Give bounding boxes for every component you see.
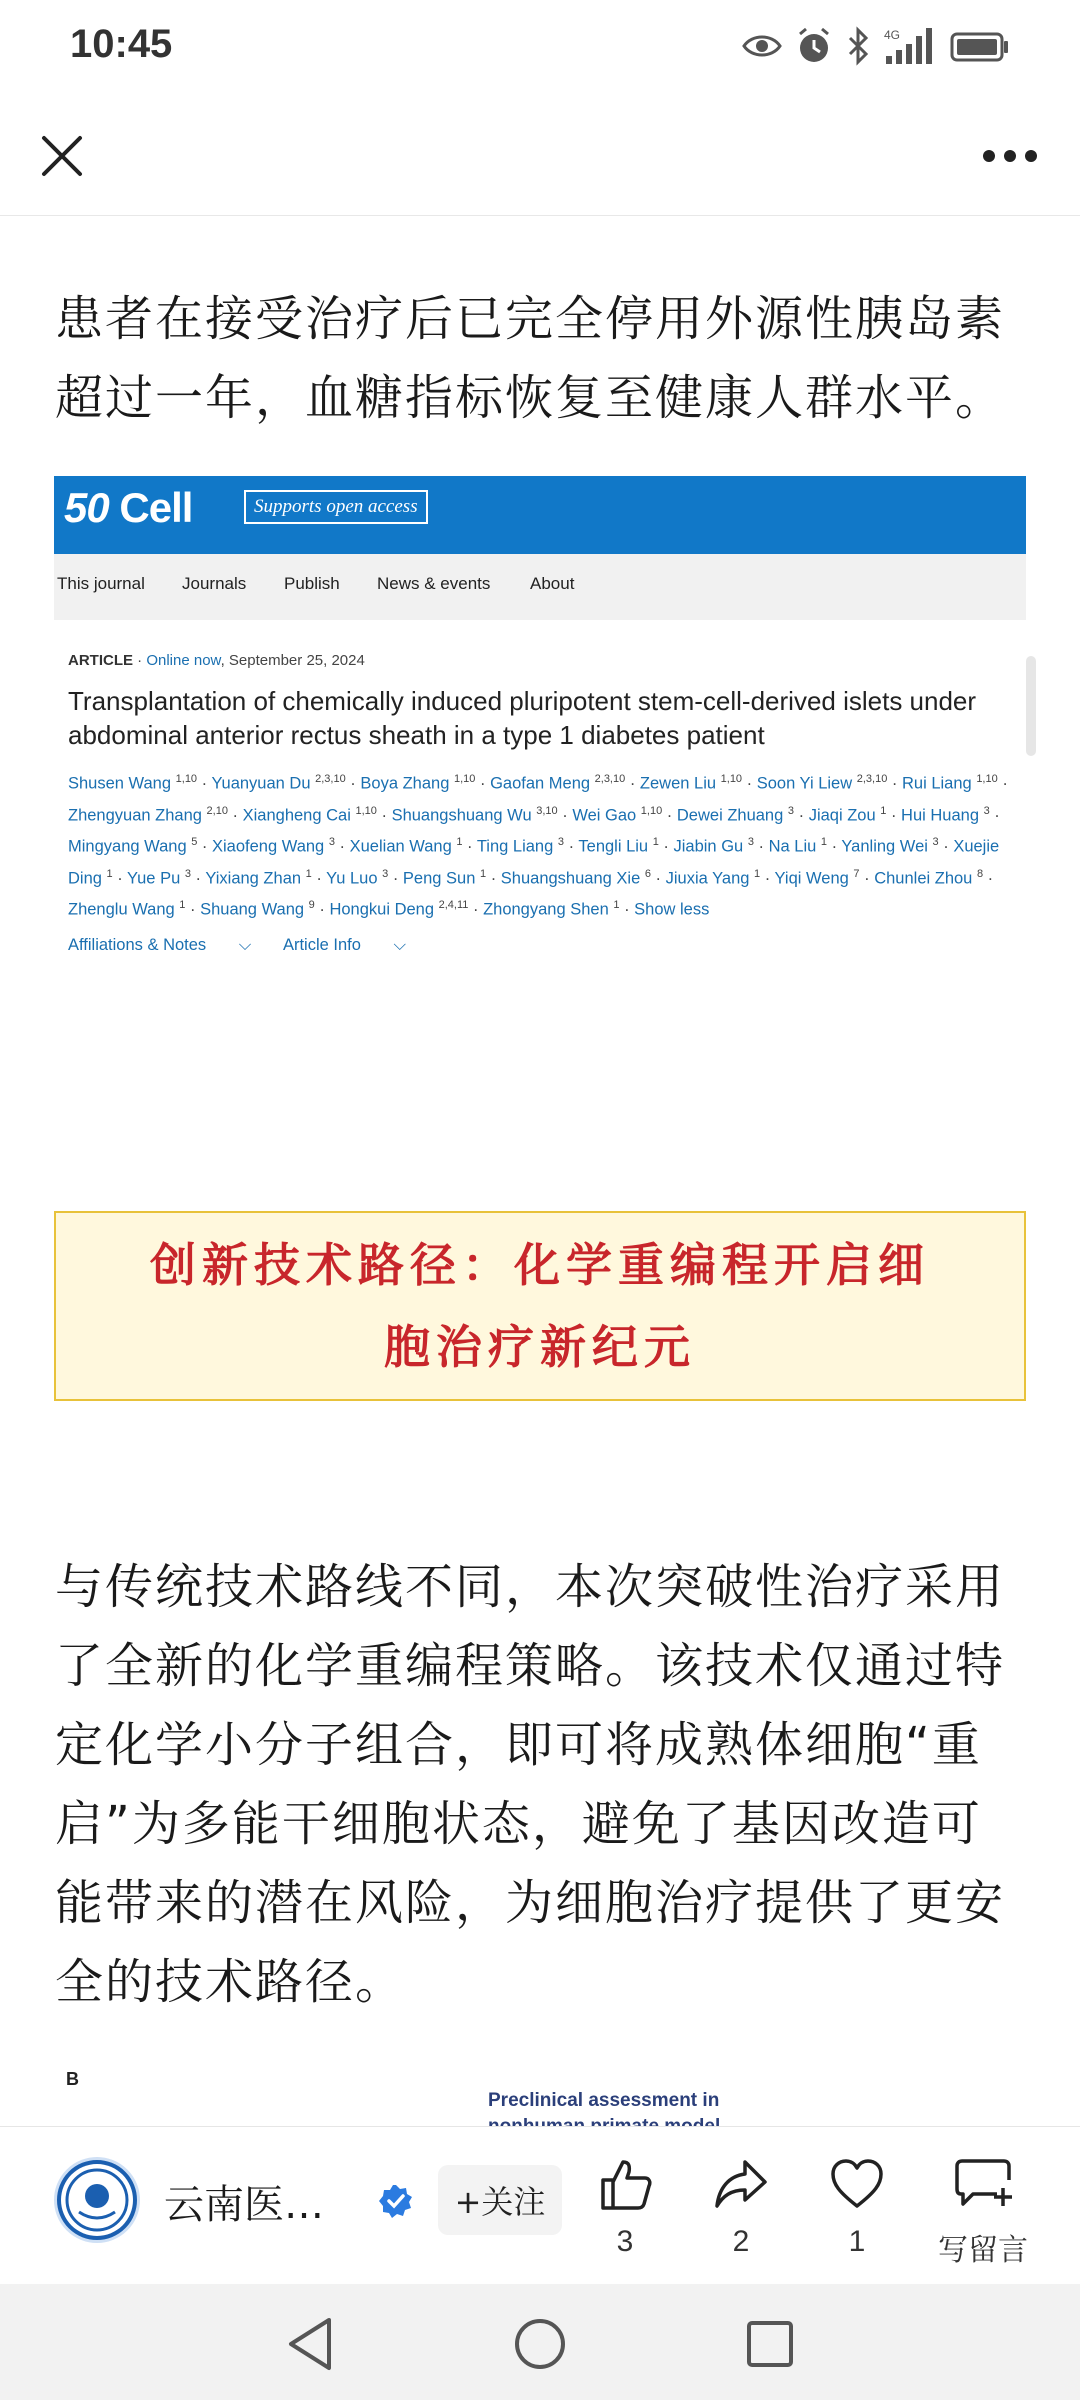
follow-button[interactable]: +关注 [438,2165,562,2235]
author-affiliation: 1 [820,836,828,848]
author-affiliation: 1 [880,804,887,817]
author-affiliation: 2,4,11 [438,899,469,911]
section-heading-box [54,1211,1026,1401]
author-affiliation: 3,10 [536,804,558,817]
author-affiliation: 5 [191,836,198,848]
article-paragraph-1: 患者在接受治疗后已完全停用外源性胰岛素超过一年，血糖指标恢复至健康人群水平。 [55,291,1006,426]
author-affiliation: 1 [652,836,659,848]
cell-nav-this-journal: This journal [57,574,145,593]
close-button[interactable] [30,124,94,188]
author-affiliation: 9 [308,899,315,911]
back-triangle-icon [285,2316,335,2372]
author-name: Yu Luo [326,869,378,887]
author-name: Shuang Wang [200,900,305,919]
author-affiliation: 3 [382,867,389,880]
author-name: Wei Gao [572,806,637,824]
cell-nav-about: About [530,574,575,593]
author-affiliation: 1,10 [355,804,377,817]
author-affiliation: 1,10 [453,773,476,785]
cell-nav-news: News & events [377,574,491,593]
author-name: Soon Yi Liew [756,774,853,793]
author-name: Peng Sun [402,869,476,887]
share-button[interactable] [686,2149,796,2259]
figure-b-title: Preclinical assessment in [488,2090,720,2111]
author-name: Hui Huang [901,806,979,824]
author-name: Jiaqi Zou [808,806,876,824]
back-button[interactable] [280,2314,340,2374]
author-affiliation: 8 [976,867,984,880]
home-button[interactable] [510,2314,570,2374]
system-nav-bar [0,2284,1080,2400]
author-name: Jiabin Gu [673,837,744,856]
eye-icon [742,26,782,66]
author-affiliation: 2,10 [206,804,228,817]
author-affiliation: 1,10 [720,773,743,785]
signal-4g-icon [884,26,936,66]
article-paragraph-2: 与传统技术路线不同，本次突破性治疗采用了全新的化学重编程策略。该技术仅通过特定化学小分子组合，即可将成熟体细胞“重启”为多能干细胞状态，避免了基因改造可能带来的潜在风险，为细胞治疗提供了更安全的技术路径。 [55,1559,1006,2010]
author-affiliation: 1 [179,899,186,911]
close-icon [40,134,84,178]
show-less-link: Show less [634,900,710,919]
author-affiliation: 2,3,10 [315,773,346,785]
author-name: Zhenglu Wang [68,900,175,919]
account-name[interactable]: 云南医… [164,2182,324,2228]
author-name: Hongkui Deng [329,900,435,919]
article-info-link: Article Info ⌵ [282,936,407,954]
university-logo-icon [57,2160,137,2240]
author-affiliation: 3 [747,836,754,848]
battery-icon [950,26,1010,66]
cell-logo: 50 Cell [64,484,193,531]
author-affiliation: 7 [853,867,860,880]
author-name: Yiqi Weng [774,869,849,887]
author-name: Yue Pu [127,869,181,887]
cell-nav-journals: Journals [182,574,247,593]
verified-badge-icon [378,2183,414,2219]
cell-article-screenshot[interactable] [54,476,1026,1176]
author-affiliation: 3 [932,836,939,848]
author-name: Zhongyang Shen [483,900,609,919]
cell-author-list: Shusen Wang $^{1,10}$ · Yuanyuan Du $^{2,3,10}$ · Boya Zhang $^{1,10}$ · Gaofan Meng $^{2,3,10}$ · Zewen Liu $^{1,10}$ · Soon Yi Liew $^{2,3,10}$ · Rui Liang $^{1,10}$ · Zhengyuan Zhang $^{2,10}$ · Xiangheng Cai $^{1,10}$ · Shuangshuang Wu $^{3,10}$ · Wei Gao $^{1,10}$ · Dewei Zhuang $^3$ · Jiaqi Zou $^1$ · Hui Huang $^3$ · Mingyang Wang $^5$ · Xiaofeng Wang $^3$ · Xuelian Wang $^1$ · Ting Liang $^3$ · Tengli Liu $^1$ · Jiabin Gu $^3$ · Na Liu $^1$ · Yanling Wei $^3$ · Xuejie Ding $^1$ · Yue Pu $^3$ · Yixiang Zhan $^1$ · Yu Luo $^3$ · Peng Sun $^1$ · Shuangshuang Xie $^6$ · Jiuxia Yang $^1$ · Yiqi Weng $^7$ · Chunlei Zhou $^8$ · Zhenglu Wang $^1$ · Shuang Wang $^9$ · Hongkui Deng $^{2,4,11}$ · Zhongyang Shen $^1$ · Show less [68,773,1008,919]
author-affiliation: 2,3,10 [856,773,888,785]
section-heading: 创新技术路径：化学重编程开启细胞治疗新纪元 [150,1238,930,1374]
author-name: Zewen Liu [639,774,717,793]
like-count: 3 [616,2225,634,2258]
author-affiliation: 1 [456,836,463,848]
author-affiliation: 3 [983,804,990,817]
share-count: 2 [732,2225,750,2258]
bottom-action-bar [0,2126,1080,2284]
more-icon [982,149,1038,163]
cell-scrollbar [1026,656,1036,756]
author-name: Jiuxia Yang [665,869,750,887]
cell-article-meta: ARTICLE · Online now, September 25, 2024 [68,652,365,669]
heart-button[interactable] [802,2149,912,2259]
author-name: Shuangshuang Wu [391,806,532,824]
like-button[interactable] [570,2149,680,2259]
author-affiliation: 3 [557,836,565,848]
author-name: Yuanyuan Du [211,774,311,793]
comment-add-icon [953,2156,1013,2212]
status-bar [0,0,1080,96]
author-affiliation: 2,3,10 [594,773,626,785]
comment-button[interactable] [918,2149,1048,2269]
cell-header-bar [54,476,1026,554]
share-icon [713,2156,769,2212]
figure-b-label: B [66,2069,79,2089]
author-name: Yanling Wei [841,837,928,856]
heart-icon [829,2156,885,2212]
author-affiliation: 3 [787,804,795,817]
author-affiliation: 1 [305,867,312,880]
author-affiliation: 6 [644,867,651,880]
author-name: Ting Liang [476,837,554,856]
author-name: Xiangheng Cai [242,806,351,824]
author-name: Tengli Liu [578,837,649,856]
author-affiliation: 1 [754,867,761,880]
comment-label: 写留言 [938,2234,1028,2267]
author-affiliation: 1 [480,867,487,880]
more-button[interactable] [970,124,1050,188]
author-name: Mingyang Wang [68,837,187,856]
author-name: Xuelian Wang [349,837,452,856]
alarm-icon [796,26,832,66]
cell-nav-publish: Publish [284,574,340,593]
author-name: Na Liu [768,837,817,856]
author-name: Xiaofeng Wang [212,837,325,856]
author-affiliation: 1 [613,899,620,911]
status-time: 10:45 [70,22,173,66]
bluetooth-icon [846,26,870,66]
cell-nav [54,554,1026,620]
author-name: Zhengyuan Zhang [68,806,202,824]
thumbs-up-icon [597,2156,653,2212]
author-affiliation: 1,10 [976,773,998,785]
heart-count: 1 [848,2225,866,2258]
author-name: Shuangshuang Xie [500,869,641,887]
author-affiliation: 1 [106,867,113,880]
article-body[interactable] [0,216,1080,2126]
cell-links [68,936,434,955]
svg-text:4G: 4G [884,28,901,42]
author-name: Dewei Zhuang [676,806,784,824]
author-affiliation: 3 [184,867,191,880]
status-icons [742,26,1010,66]
author-name: Xuejie Ding [68,837,1000,887]
author-affiliation: 1,10 [640,804,663,817]
account-avatar[interactable] [54,2157,140,2243]
affiliations-link: Affiliations & Notes ⌵ [68,936,252,954]
home-circle-icon [512,2316,568,2372]
author-name: Boya Zhang [360,774,450,793]
recents-button[interactable] [740,2314,800,2374]
author-affiliation: 1,10 [175,773,198,785]
recents-square-icon [744,2318,796,2370]
author-name: Chunlei Zhou [874,869,973,887]
cell-article-title: Transplantation of chemically induced pluripotent stem-cell-derived islets under abdominal anterior rectus sheath in a type 1 diabetes patient [68,686,977,750]
author-name: Rui Liang [902,774,972,793]
author-name: Shusen Wang [68,774,172,793]
author-name: Yixiang Zhan [205,869,302,887]
author-affiliation: 3 [328,836,335,848]
author-name: Gaofan Meng [490,774,591,793]
open-access-badge: Supports open access [244,490,428,524]
top-nav [0,96,1080,216]
